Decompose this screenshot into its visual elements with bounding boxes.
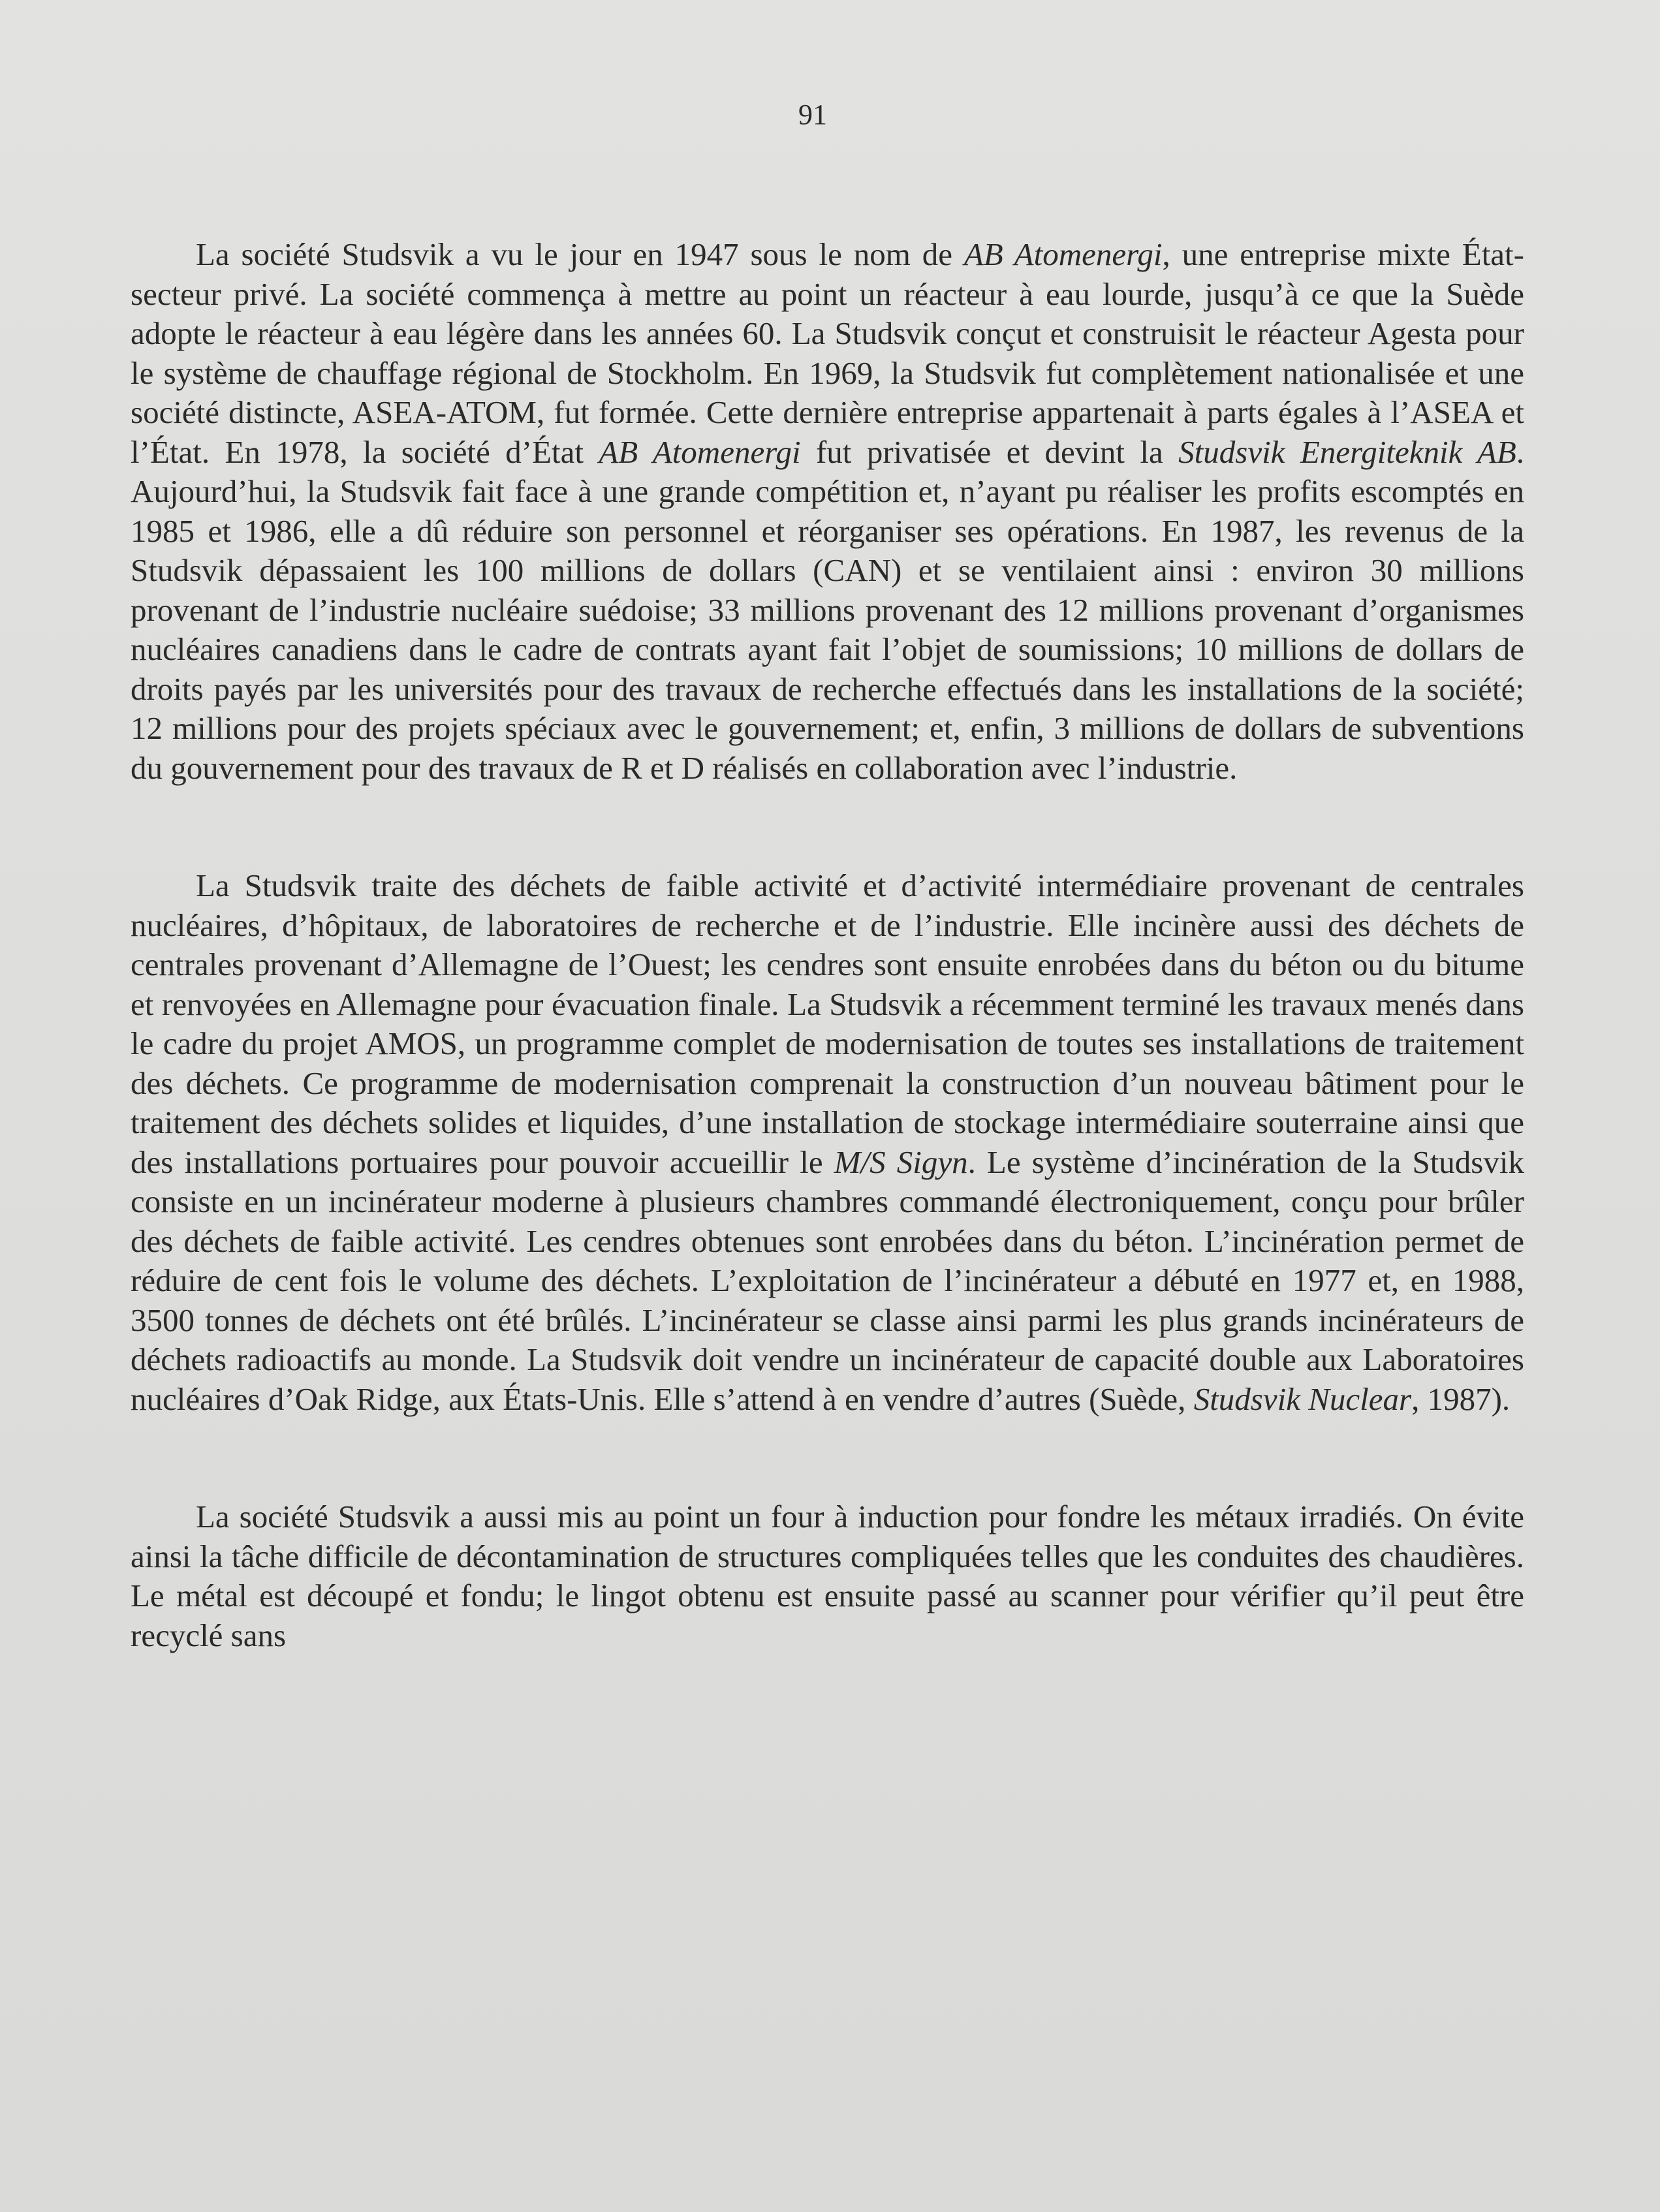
text-run: . Aujourd’hui, la Studsvik fait face à une grande compétition et, n’ayant pu réaliser les profits escomptés en 1985 et 1986, elle a dû réduire son personnel et réorganiser ses opérations. En 1987, les revenus de la Studsvik dépassaient les 100 millions de dollars (CAN) et se ventilaient ainsi : environ 30 millions provenant de l’industrie nucléaire suédoise; 33 millions provenant des 12 millions provenant d’organismes nucléaires canadiens dans le cadre de contrats ayant fait l’objet de soumissions; 10 millions de dollars de droits payés par les universités pour des travaux de recherche effectués dans les installations de la société; 12 millions pour des projets spéciaux avec le gouvernement; et, enfin, 3 millions de dollars de subventions du gouvernement pour des travaux de R et D réalisés en collaboration avec l’industrie. xyxy=(131,433,1524,786)
paragraph-induction-furnace xyxy=(131,1497,1524,1655)
text-run: , une entreprise mixte État-secteur privé. La société commença à mettre au point un réacteur à eau lourde, jusqu’à ce que la Suède adopte le réacteur à eau légère dans les années 60. La Studsvik conçut et construisit le réacteur Agesta pour le système de chauffage régional de Stockholm. En 1969, la Studsvik fut complètement nationalisée et une société distincte, ASEA-ATOM, fut formée. Cette dernière entreprise appartenait à parts égales à l’ASEA et l’État. En 1978, la société d’État xyxy=(131,236,1524,470)
text-run: La société Studsvik a vu le jour en 1947 sous le nom de xyxy=(196,236,964,272)
italic-text-run: M/S Sigyn xyxy=(834,1144,968,1180)
text-run: fut privatisée et devint la xyxy=(800,433,1179,470)
italic-text-run: Studsvik Energiteknik AB xyxy=(1178,433,1516,470)
text-run: La Studsvik traite des déchets de faible activité et d’activité intermédiaire provenant de centrales nucléaires, d’hôpitaux, de laboratoires de recherche et de l’industrie. Elle incinère aussi des déchets de centrales provenant d’Allemagne de l’Ouest; les cendres sont ensuite enrobées dans du béton ou du bitume et renvoyées en Allemagne pour évacuation finale. La Studsvik a récemment terminé les travaux menés dans le cadre du projet AMOS, un programme complet de modernisation de toutes ses installations de traitement des déchets. Ce programme de modernisation comprenait la construction d’un nouveau bâtiment pour le traitement des déchets solides et liquides, d’une installation de stockage intermédiaire souterraine ainsi que des installations portuaires pour pouvoir accueillir le xyxy=(131,867,1524,1180)
page-number: 91 xyxy=(798,99,827,131)
text-run: La société Studsvik a aussi mis au point un four à induction pour fondre les métaux irradiés. On évite ainsi la tâche difficile de décontamination de structures compliquées telles que les conduites des chaudières. Le métal est découpé et fondu; le lingot obtenu est ensuite passé au scanner pour vérifier qu’il peut être recyclé sans xyxy=(131,1499,1524,1653)
text-run: . Le système d’incinération de la Studsvik consiste en un incinérateur moderne à plusieurs chambres commandé électroniquement, conçu pour brûler des déchets de faible activité. Les cendres obtenues sont enrobées dans du béton. L’incinération permet de réduire de cent fois le volume des déchets. L’exploitation de l’incinérateur a débuté en 1977 et, en 1988, 3500 tonnes de déchets ont été brûlés. L’incinérateur se classe ainsi parmi les plus grands incinérateurs de déchets radioactifs au monde. La Studsvik doit vendre un incinérateur de capacité double aux Laboratoires nucléaires d’Oak Ridge, aux États-Unis. Elle s’attend à en vendre d’autres (Suède, xyxy=(131,1144,1524,1417)
body-text xyxy=(131,235,1524,1655)
italic-text-run: AB Atomenergi xyxy=(599,433,801,470)
text-run: , 1987). xyxy=(1411,1380,1511,1417)
italic-text-run: Studsvik Nuclear xyxy=(1193,1380,1412,1417)
paragraph-studsvik-history xyxy=(131,235,1524,788)
paragraph-waste-treatment xyxy=(131,866,1524,1419)
italic-text-run: AB Atomenergi xyxy=(963,236,1163,272)
